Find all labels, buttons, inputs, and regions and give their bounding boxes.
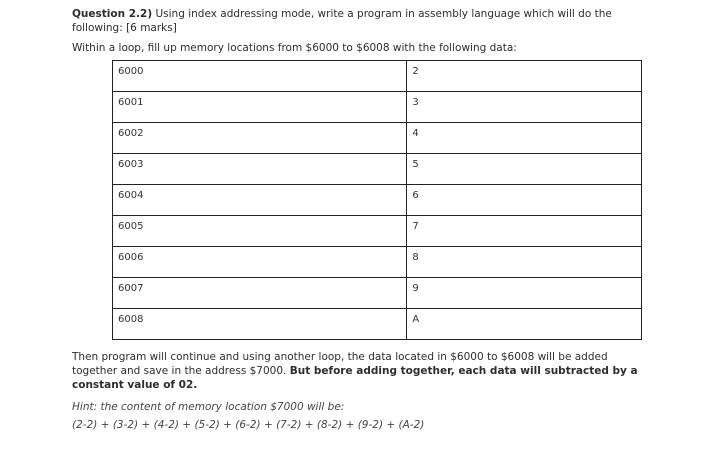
table-row xyxy=(113,185,642,216)
question-heading xyxy=(72,7,652,21)
table-row xyxy=(113,123,642,154)
question-block xyxy=(72,7,652,55)
instructions-normal: Then program will continue and using another loop, the data located in $6000 to $6008 will be added together and save in the address $7000. xyxy=(72,351,608,377)
value-cell: A xyxy=(407,309,642,340)
table-row xyxy=(113,216,642,247)
table-row xyxy=(113,154,642,185)
table-row xyxy=(113,61,642,92)
table-row xyxy=(113,278,642,309)
question-text-line1: Using index addressing mode, write a program in assembly language which will do the xyxy=(152,8,612,20)
value-cell: 3 xyxy=(407,92,642,123)
value-cell: 8 xyxy=(407,247,642,278)
question-text-line2: following: [6 marks] xyxy=(72,22,177,34)
instructions-paragraph xyxy=(72,350,652,392)
address-cell: 6007 xyxy=(113,278,407,309)
value-cell: 2 xyxy=(407,61,642,92)
table-row xyxy=(113,247,642,278)
intro-text: Within a loop, fill up memory locations from $6000 to $6008 with the following data: xyxy=(72,42,517,54)
instructions-bold: But before adding together, each data will subtracted by a constant value of 02. xyxy=(72,365,638,391)
address-cell: 6001 xyxy=(113,92,407,123)
value-cell: 9 xyxy=(407,278,642,309)
address-cell: 6006 xyxy=(113,247,407,278)
address-cell: 6000 xyxy=(113,61,407,92)
question-label: Question 2.2) xyxy=(72,8,153,20)
hint-text: Hint: the content of memory location $7000 will be: xyxy=(72,401,345,413)
table-row xyxy=(113,92,642,123)
address-cell: 6004 xyxy=(113,185,407,216)
address-cell: 6003 xyxy=(113,154,407,185)
memory-table-body xyxy=(113,61,642,340)
address-cell: 6002 xyxy=(113,123,407,154)
address-cell: 6008 xyxy=(113,309,407,340)
value-cell: 7 xyxy=(407,216,642,247)
memory-table xyxy=(112,60,642,340)
hint-formula: (2-2) + (3-2) + (4-2) + (5-2) + (6-2) + (7-2) + (8-2) + (9-2) + (A-2) xyxy=(72,419,425,431)
value-cell: 5 xyxy=(407,154,642,185)
table-row xyxy=(113,309,642,340)
value-cell: 6 xyxy=(407,185,642,216)
value-cell: 4 xyxy=(407,123,642,154)
address-cell: 6005 xyxy=(113,216,407,247)
